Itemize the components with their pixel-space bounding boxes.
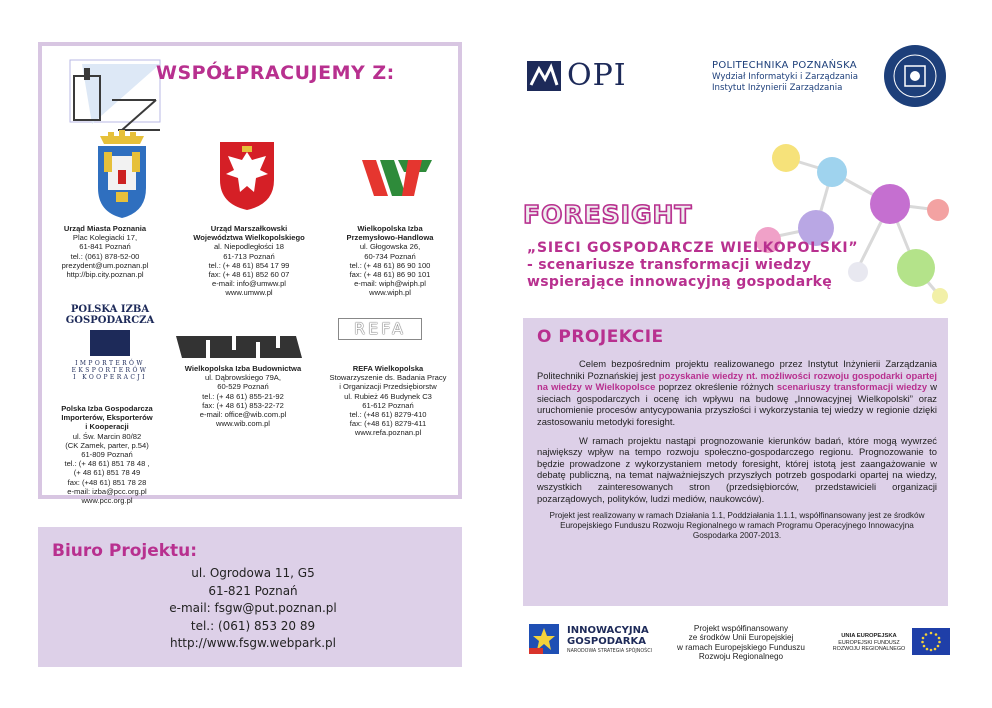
cooperation-title: WSPÓŁPRACUJEMY Z:: [156, 62, 395, 84]
partner-name: Importerów, Eksporterów: [61, 413, 153, 423]
partner-name: Urząd Miasta Poznania: [63, 224, 147, 233]
partner-name: Polska Izba Gospodarcza: [61, 404, 153, 413]
office-address: ul. Ogrodowa 11, G5: [191, 566, 315, 580]
partner-wib: [176, 364, 310, 428]
project-funding-note: Projekt jest realizowany w ramach Działania 1.1, Poddziałania 1.1.1, współfinansowany jest ze środków Europejskiego Funduszu Rozwoju Regionalnego w ramach Programu Operacyjnego Innowacyjna Gospodarka 2007-2013.: [549, 511, 925, 541]
partner-name: Przemysłowo-Handlowa: [346, 233, 434, 243]
partner-line: fax: (+ 48 61) 852 60 07: [208, 270, 290, 280]
ig-line: GOSPODARKA: [567, 635, 646, 647]
partner-line: (+ 48 61) 851 78 49: [73, 468, 141, 478]
partner-line: 61-713 Poznań: [223, 251, 275, 261]
poznan-coat-of-arms-icon: [94, 130, 150, 220]
pig-logo-line: I KOOPERACJI: [73, 374, 147, 381]
wielkopolska-eagle-icon: [218, 140, 276, 212]
eu-label-line: UNIA EUROPEJSKA: [841, 633, 897, 639]
partner-name: Urząd Marszałkowski: [210, 224, 288, 233]
partner-line: 61-809 Poznań: [81, 450, 133, 460]
partner-line: http://bip.city.poznan.pl: [66, 270, 144, 280]
politechnika-header: [712, 60, 858, 95]
wiph-logo-icon: [362, 156, 432, 200]
partner-line: ul. Św. Marcin 80/82: [72, 431, 142, 441]
pig-logo-line: GOSPODARCZA: [65, 315, 155, 326]
politechnika-seal-icon: [883, 44, 947, 108]
highlight-text: scenariuszy transformacji wiedzy: [776, 381, 928, 393]
pig-logo-line: IMPORTERÓW: [75, 360, 145, 367]
partner-line: www.wiph.pl: [369, 288, 411, 298]
office-city: 61-821 Poznań: [208, 583, 298, 598]
eu-funding-line: Projekt współfinansowany: [693, 624, 789, 633]
ig-line: INNOWACYJNA: [567, 624, 649, 636]
pig-logo-line: POLSKA IZBA: [70, 304, 150, 315]
partner-line: (CK Zamek, parter, p.54): [65, 440, 149, 450]
eu-funding-line: Rozwoju Regionalnego: [698, 652, 784, 662]
partner-line: Stowarzyszenie ds. Badania Pracy: [329, 373, 447, 383]
partner-line: 61-612 Poznań: [362, 400, 414, 410]
partner-name: i Kooperacji: [85, 422, 129, 432]
office-email[interactable]: e-mail: fsgw@put.poznan.pl: [169, 601, 337, 615]
pig-emblem-icon: [90, 330, 130, 356]
eu-label: [828, 633, 910, 653]
ig-line: NARODOWA STRATEGIA SPÓJNOŚCI: [567, 648, 652, 654]
partner-line: 60-529 Poznań: [217, 382, 269, 392]
partner-line: fax: (+48 61) 8279-411: [349, 419, 427, 429]
institute-name: Instytut Inżynierii Zarządzania: [712, 83, 843, 93]
partner-refa: [320, 364, 456, 438]
project-office-panel: [38, 527, 462, 667]
partner-line: 60-734 Poznań: [364, 251, 416, 261]
eu-flag-icon: [912, 628, 950, 655]
eu-label-line: EUROPEJSKI FUNDUSZ: [838, 639, 900, 646]
partner-line: tel.: (+ 48 61) 855-21-92: [202, 391, 284, 401]
paragraph-text: poprzez określenie różnych: [655, 381, 777, 393]
partner-urzad-marszalkowski: [182, 224, 316, 298]
pig-logo-line: EKSPORTERÓW: [71, 367, 149, 374]
university-name: POLITECHNIKA POZNAŃSKA: [712, 60, 857, 71]
faculty-name: Wydział Informatyki i Zarządzania: [712, 71, 858, 82]
partner-line: ul. Rubież 46 Budynek C3: [344, 391, 432, 401]
wib-logo-icon: [176, 332, 302, 362]
partner-urzad-miasta: [50, 224, 160, 279]
partner-line: tel.: (+ 48 61) 851 78 48 ,: [64, 459, 150, 469]
project-office-title: Biuro Projektu:: [52, 541, 198, 561]
partner-line: www.umww.pl: [225, 288, 273, 298]
partner-line: tel.: (+48 61) 8279-410: [349, 410, 427, 420]
partner-line: tel.: (+ 48 61) 854 17 99: [208, 260, 290, 270]
office-website[interactable]: http://www.fsgw.webpark.pl: [170, 636, 336, 650]
partner-name: Województwa Wielkopolskiego: [193, 233, 305, 243]
about-project-text: [537, 358, 937, 548]
foresight-title: FORESIGHT: [523, 200, 693, 229]
partner-name: REFA Wielkopolska: [352, 364, 424, 373]
partner-line: e-mail: office@wib.com.pl: [199, 410, 287, 420]
partner-line: www.wib.com.pl: [215, 419, 270, 429]
eu-funding-line: ze środków Unii Europejskiej: [688, 633, 794, 643]
partner-name: Wielkopolska Izba Budownictwa: [184, 364, 302, 373]
project-paragraph-2: W ramach projektu nastąpi prognozowanie kierunków badań, które mogą wywrzeć największy wpływ na tempo rozwoju społeczno-gospodarczego regionu. Prognozowanie to będzie prowadzone z wykorzystaniem metody foresight, której istotą jest zaangażowanie w debatę publiczną, na temat najważniejszych przyszłych potrzeb gospodarki opartej na wiedzy, wszystkich zainteresowanych stron (przedsiębiorców, przedstawicieli organizacji pozarządowych, polityków, ludzi mediów, naukowców).: [537, 434, 937, 504]
partner-pig: [48, 404, 166, 505]
opi-wordmark: OPI: [567, 58, 627, 93]
partner-line: www.refa.poznan.pl: [354, 428, 422, 438]
about-project-panel: [523, 318, 948, 606]
office-phone: tel.: (061) 853 20 89: [190, 618, 316, 633]
eu-funding-line: w ramach Europejskiego Funduszu: [677, 642, 805, 652]
project-paragraph-1: [537, 358, 937, 428]
project-subtitle: [527, 240, 858, 291]
iiz-logo-icon: [52, 54, 162, 132]
partner-line: www.pcc.org.pl: [81, 496, 133, 506]
refa-logo: REFA: [338, 318, 422, 340]
paragraph-text: w sieciach gospodarczych i ocenę ich wpływu na budowę „Innowacyjnej Wielkopolski” oraz uruchomienie procesów antycypowania przyszłości i wykorzystania tej wiedzy w regionie dzięki zastosowaniu metodyki foresight.: [537, 381, 937, 427]
partner-line: e-mail: izba@pcc.org.pl: [67, 486, 147, 496]
about-project-title: O PROJEKCIE: [537, 327, 664, 347]
paragraph-text: Celem bezpośrednim projektu realizowanego przez Instytut Inżynierii Zarządzania Politechniki Poznańskiej jest: [537, 358, 937, 381]
partner-line: al. Niepodległości 18: [213, 242, 285, 252]
innowacyjna-gospodarka-logo: [527, 622, 652, 656]
subtitle-line: „SIECI GOSPODARCZE WIELKOPOLSKI”: [527, 240, 859, 256]
opi-emblem-icon: [527, 61, 561, 91]
partner-line: prezydent@um.poznan.pl: [61, 260, 149, 270]
subtitle-line: wspierające innowacyjną gospodarkę: [527, 274, 833, 290]
partner-line: e-mail: wiph@wiph.pl: [354, 279, 426, 289]
pig-logo: [60, 304, 160, 381]
partner-line: fax: (+48 61) 851 78 28: [67, 477, 147, 487]
partner-name: Wielkopolska Izba: [357, 224, 423, 233]
ig-star-icon: [527, 622, 561, 656]
partner-line: 61-841 Poznań: [79, 242, 131, 252]
partner-line: ul. Dąbrowskiego 79A,: [205, 373, 281, 383]
ig-wordmark: [567, 625, 652, 654]
partner-line: e-mail: info@umww.pl: [212, 279, 286, 289]
partner-line: tel.: (061) 878-52-00: [70, 251, 140, 261]
subtitle-line: - scenariusze transformacji wiedzy: [527, 257, 812, 273]
opi-logo: [527, 58, 627, 93]
project-office-contact: [118, 565, 388, 653]
partner-line: Plac Kolegiacki 17,: [72, 233, 138, 243]
cooperation-panel: [38, 42, 462, 506]
partner-line: ul. Głogowska 26,: [359, 242, 421, 252]
eu-label-line: ROZWOJU REGIONALNEGO: [832, 646, 906, 653]
highlight-text: pozyskanie wiedzy nt. możliwości rozwoju gospodarki opartej na wiedzy w Wielkopolsce: [537, 369, 938, 393]
eu-funding-text: [676, 624, 806, 662]
partner-line: fax: (+ 48 61) 86 90 101: [349, 270, 431, 280]
partner-wiph: [334, 224, 446, 298]
partner-line: fax: (+ 48 61) 853-22-72: [202, 400, 284, 410]
partner-line: tel.: (+ 48 61) 86 90 100: [349, 260, 431, 270]
partner-line: i Organizacji Przedsiębiorstw: [339, 382, 437, 392]
